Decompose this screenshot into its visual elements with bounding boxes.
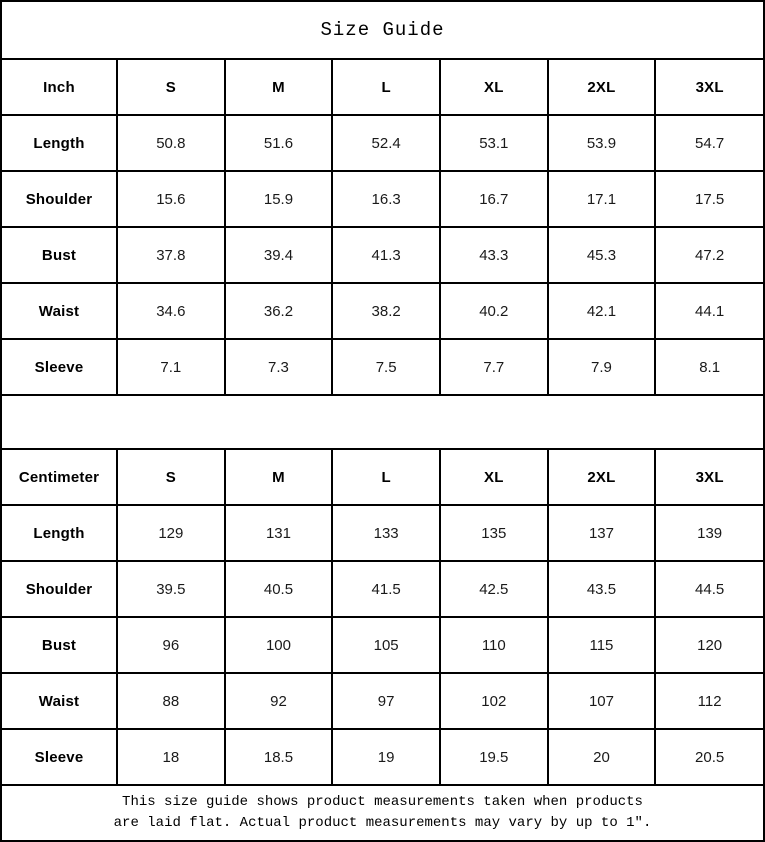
- footer-line-1: This size guide shows product measurements taken when products: [122, 794, 643, 810]
- measurement-value-cell: 131: [225, 505, 333, 561]
- measurement-value-cell: 15.9: [225, 171, 333, 227]
- measurement-value-cell: 129: [117, 505, 225, 561]
- size-header-cell: S: [117, 60, 225, 115]
- size-header-cell: 3XL: [655, 450, 763, 505]
- size-header-cell: XL: [440, 450, 548, 505]
- measurement-label-cell: Bust: [2, 227, 117, 283]
- measurement-label-cell: Waist: [2, 673, 117, 729]
- measurement-value-cell: 38.2: [332, 283, 440, 339]
- measurement-value-cell: 20.5: [655, 729, 763, 784]
- measurement-value-cell: 53.9: [548, 115, 656, 171]
- measurement-row: [2, 171, 763, 227]
- measurement-value-cell: 19: [332, 729, 440, 784]
- size-header-row: [2, 60, 763, 115]
- measurement-value-cell: 120: [655, 617, 763, 673]
- size-header-cell: 2XL: [548, 450, 656, 505]
- measurement-value-cell: 39.5: [117, 561, 225, 617]
- measurement-value-cell: 41.5: [332, 561, 440, 617]
- measurement-value-cell: 110: [440, 617, 548, 673]
- measurement-value-cell: 15.6: [117, 171, 225, 227]
- measurement-label-cell: Shoulder: [2, 561, 117, 617]
- size-header-cell: 2XL: [548, 60, 656, 115]
- measurement-value-cell: 7.5: [332, 339, 440, 394]
- measurement-value-cell: 102: [440, 673, 548, 729]
- measurement-value-cell: 45.3: [548, 227, 656, 283]
- measurement-value-cell: 51.6: [225, 115, 333, 171]
- size-header-cell: L: [332, 450, 440, 505]
- measurement-row: [2, 561, 763, 617]
- measurement-value-cell: 20: [548, 729, 656, 784]
- measurement-value-cell: 7.7: [440, 339, 548, 394]
- measurement-value-cell: 7.3: [225, 339, 333, 394]
- measurement-value-cell: 40.2: [440, 283, 548, 339]
- measurement-value-cell: 16.3: [332, 171, 440, 227]
- measurement-value-cell: 97: [332, 673, 440, 729]
- measurement-value-cell: 19.5: [440, 729, 548, 784]
- measurement-row: [2, 227, 763, 283]
- unit-header-cell: Centimeter: [2, 450, 117, 505]
- measurement-value-cell: 7.1: [117, 339, 225, 394]
- measurement-value-cell: 43.3: [440, 227, 548, 283]
- measurement-value-cell: 39.4: [225, 227, 333, 283]
- measurement-value-cell: 44.1: [655, 283, 763, 339]
- measurement-value-cell: 53.1: [440, 115, 548, 171]
- measurement-value-cell: 18: [117, 729, 225, 784]
- measurement-value-cell: 41.3: [332, 227, 440, 283]
- measurement-value-cell: 42.1: [548, 283, 656, 339]
- measurement-value-cell: 17.1: [548, 171, 656, 227]
- measurement-label-cell: Bust: [2, 617, 117, 673]
- measurement-value-cell: 40.5: [225, 561, 333, 617]
- measurement-row: [2, 283, 763, 339]
- size-header-row: [2, 450, 763, 505]
- measurement-label-cell: Waist: [2, 283, 117, 339]
- size-header-cell: L: [332, 60, 440, 115]
- measurement-value-cell: 8.1: [655, 339, 763, 394]
- measurement-value-cell: 133: [332, 505, 440, 561]
- inch-size-table: [2, 60, 763, 394]
- measurement-row: [2, 339, 763, 394]
- measurement-value-cell: 7.9: [548, 339, 656, 394]
- measurement-row: [2, 617, 763, 673]
- size-header-cell: M: [225, 450, 333, 505]
- measurement-row: [2, 673, 763, 729]
- table-spacer: [2, 394, 763, 450]
- measurement-value-cell: 115: [548, 617, 656, 673]
- measurement-value-cell: 34.6: [117, 283, 225, 339]
- measurement-label-cell: Shoulder: [2, 171, 117, 227]
- measurement-value-cell: 112: [655, 673, 763, 729]
- measurement-value-cell: 17.5: [655, 171, 763, 227]
- size-header-cell: XL: [440, 60, 548, 115]
- measurement-value-cell: 54.7: [655, 115, 763, 171]
- measurement-value-cell: 47.2: [655, 227, 763, 283]
- measurement-label-cell: Length: [2, 505, 117, 561]
- footer-line-2: are laid flat. Actual product measurements may vary by up to 1″.: [113, 814, 652, 831]
- measurement-label-cell: Sleeve: [2, 339, 117, 394]
- centimeter-size-table: [2, 450, 763, 784]
- measurement-row: [2, 729, 763, 784]
- measurement-value-cell: 135: [440, 505, 548, 561]
- measurement-value-cell: 107: [548, 673, 656, 729]
- size-header-cell: 3XL: [655, 60, 763, 115]
- measurement-value-cell: 88: [117, 673, 225, 729]
- measurement-label-cell: Length: [2, 115, 117, 171]
- measurement-row: [2, 505, 763, 561]
- measurement-value-cell: 42.5: [440, 561, 548, 617]
- measurement-value-cell: 36.2: [225, 283, 333, 339]
- unit-header-cell: Inch: [2, 60, 117, 115]
- measurement-label-cell: Sleeve: [2, 729, 117, 784]
- size-header-cell: M: [225, 60, 333, 115]
- size-header-cell: S: [117, 450, 225, 505]
- measurement-value-cell: 16.7: [440, 171, 548, 227]
- measurement-value-cell: 92: [225, 673, 333, 729]
- measurement-value-cell: 100: [225, 617, 333, 673]
- measurement-value-cell: 96: [117, 617, 225, 673]
- measurement-value-cell: 137: [548, 505, 656, 561]
- measurement-value-cell: 18.5: [225, 729, 333, 784]
- measurement-value-cell: 44.5: [655, 561, 763, 617]
- page-title: Size Guide: [2, 2, 763, 60]
- measurement-value-cell: 37.8: [117, 227, 225, 283]
- measurement-value-cell: 52.4: [332, 115, 440, 171]
- measurement-value-cell: 50.8: [117, 115, 225, 171]
- measurement-row: [2, 115, 763, 171]
- footer-note: [2, 784, 763, 840]
- measurement-value-cell: 139: [655, 505, 763, 561]
- measurement-value-cell: 105: [332, 617, 440, 673]
- measurement-value-cell: 43.5: [548, 561, 656, 617]
